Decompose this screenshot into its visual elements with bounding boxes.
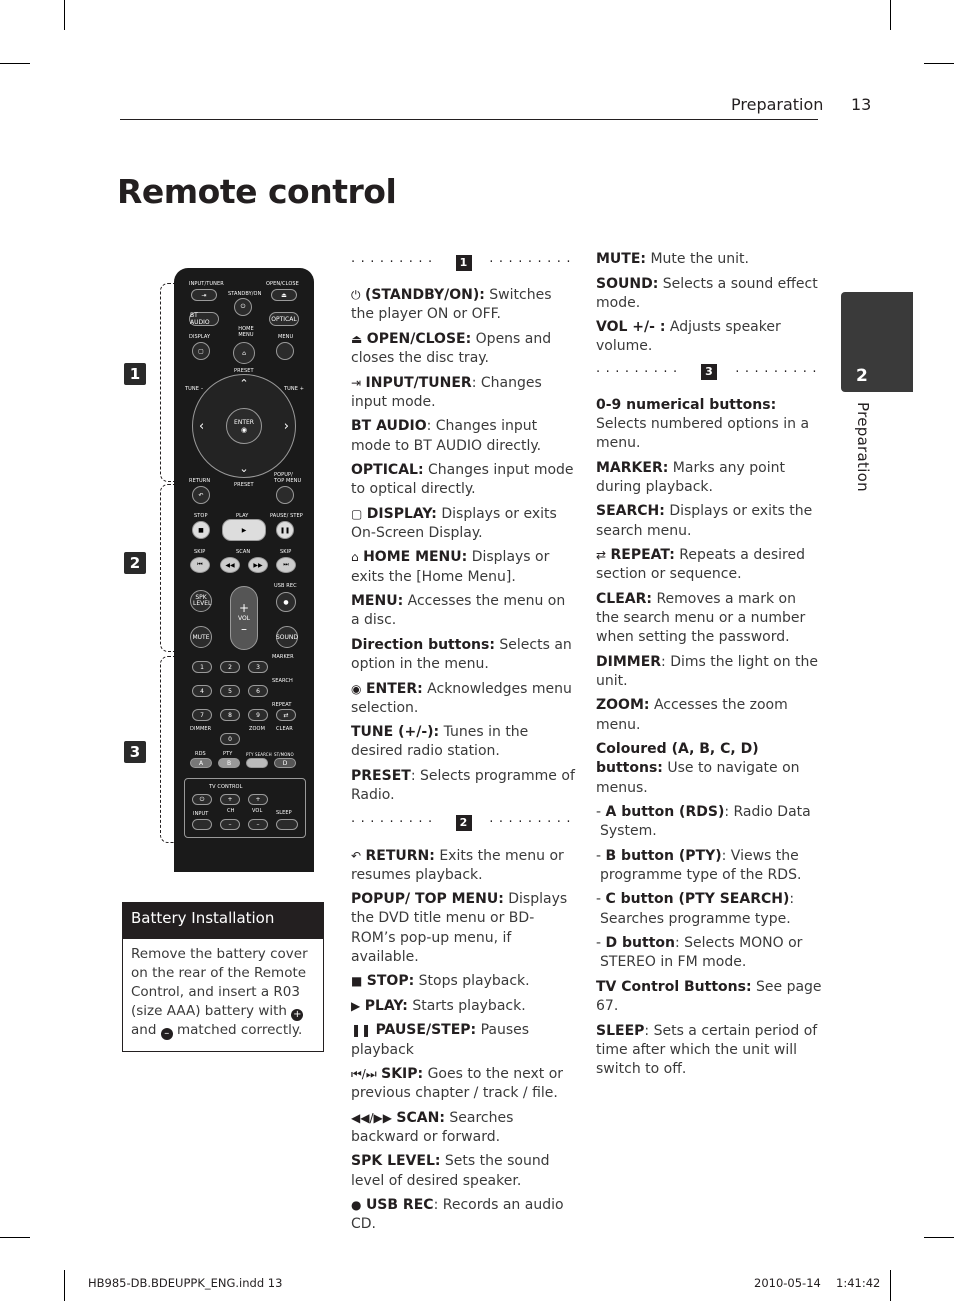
item-marker: MARKER: Marks any point during playback. [596, 459, 785, 495]
item-numerical: 0-9 numerical buttons: Selects numbered options in a menu. [596, 396, 810, 452]
section-1-bracket [160, 283, 175, 482]
callout-2: 2 [124, 552, 146, 574]
key-8: 8 [220, 709, 240, 721]
section-2-bracket [160, 484, 175, 652]
power-icon: ⏻ [234, 298, 252, 316]
item-preset: PRESET: Selects programme of Radio. [351, 767, 575, 804]
item-dimmer: DIMMER: Dims the light on the unit. [596, 653, 819, 689]
color-a-button: A [190, 758, 212, 768]
item-d-button: - D button: Selects MONO or STEREO in FM mode. [596, 935, 803, 971]
label-pty-search: PTY SEARCH [246, 752, 272, 757]
crop-mark [924, 1237, 954, 1238]
label-input: INPUT [193, 811, 209, 817]
display-icon: ▢ [192, 342, 210, 360]
sleep-button [276, 819, 298, 830]
label-ch: CH [227, 808, 235, 814]
section-3-bracket [160, 656, 175, 843]
item-sleep: SLEEP: Sets a certain period of time after which the unit will switch to off. [596, 1022, 818, 1077]
label-standby-on: STANDBY/ON [228, 291, 262, 297]
key-7: 7 [192, 709, 212, 721]
skip-back-icon: ⏮ [190, 557, 210, 573]
label-zoom: ZOOM [249, 726, 266, 732]
label-scan: SCAN [236, 549, 251, 555]
label-sleep: SLEEP [276, 810, 292, 816]
item-repeat: ⇄ REPEAT: Repeats a desired section or sequence. [596, 547, 805, 583]
key-1: 1 [192, 661, 212, 673]
running-header-section: Preparation [731, 95, 824, 114]
key-4: 4 [192, 685, 212, 697]
label-repeat: REPEAT [272, 702, 292, 708]
item-a-button: - A button (RDS): Radio Data System. [596, 804, 811, 840]
battery-box-text: Remove the battery cover on the rear of the Remote Control, and insert a R03 (size AAA) battery with + and – matched correctly. [131, 946, 308, 1039]
play-icon: ▶ [222, 519, 266, 541]
section-separator-1: ········· 1 ········· [351, 255, 576, 270]
footer-file: HB985-DB.BDEUPPK_ENG.indd 13 [88, 1276, 283, 1290]
label-display: DISPLAY [189, 334, 211, 340]
item-standby: ⏻ (STANDBY/ON): Switches the player ON or OFF. [351, 287, 552, 323]
label-preset-bottom: PRESET [234, 482, 254, 488]
label-input-tuner: INPUT/TUNER [189, 281, 224, 287]
label-marker: MARKER [272, 654, 294, 660]
item-optical: OPTICAL: Changes input mode to optical directly. [351, 462, 574, 498]
skip-forward-icon: ⏭ [276, 557, 296, 573]
label-tv-control: TV CONTROL [209, 784, 243, 790]
up-arrow-icon: ⌃ [239, 377, 249, 390]
ch-minus-icon: – [220, 819, 240, 830]
vol-plus-icon: + [248, 794, 268, 805]
vol-minus-icon: – [248, 819, 268, 830]
item-coloured: Coloured (A, B, C, D) buttons: Use to navigate on menus. [596, 741, 800, 796]
callout-3: 3 [124, 741, 146, 763]
display-icon: ▢ [351, 506, 363, 521]
scan-icon: ◀◀/▶▶ [351, 1110, 392, 1125]
item-pause: ❚❚ PAUSE/STEP: Pauses playback [351, 1022, 530, 1058]
crop-mark [0, 63, 30, 64]
item-menu: MENU: Accesses the menu on a disc. [351, 593, 566, 629]
item-vol: VOL +/- : Adjusts speaker volume. [596, 319, 781, 355]
page-title: Remote control [117, 172, 397, 211]
eject-icon: ⏏ [351, 331, 363, 346]
label-usb-rec: USB REC [274, 583, 297, 589]
remote-control-illustration [174, 268, 314, 872]
label-return: RETURN [189, 478, 211, 484]
chapter-tab [841, 292, 913, 392]
enter-icon: ◉ [351, 681, 362, 696]
pause-icon: ❚❚ [351, 1023, 372, 1038]
crop-mark [64, 1270, 65, 1301]
page-number: 13 [851, 95, 872, 114]
down-arrow-icon: ⌄ [239, 462, 249, 475]
item-mute: MUTE: Mute the unit. [596, 251, 749, 267]
item-c-button: - C button (PTY SEARCH): Searches programme type. [596, 891, 795, 927]
item-sound: SOUND: Selects a sound effect mode. [596, 275, 818, 311]
bt-audio-button: BT AUDIO [189, 312, 219, 326]
power-icon: ⏻ [351, 288, 361, 303]
tv-input-button [192, 819, 212, 830]
play-icon: ▶ [351, 998, 361, 1013]
key-0: 0 [220, 733, 240, 745]
skip-icon: ⏮/⏭ [351, 1067, 377, 1082]
eject-icon: ⏏ [271, 289, 297, 301]
header-rule [120, 119, 818, 120]
home-icon: ⌂ [233, 342, 255, 364]
label-search: SEARCH [272, 678, 293, 684]
item-bt-audio: BT AUDIO: Changes input mode to BT AUDIO directly. [351, 418, 542, 454]
item-play: ▶ PLAY: Starts playback. [351, 997, 576, 1016]
key-6: 6 [248, 685, 268, 697]
sound-button: SOUND [276, 626, 298, 648]
label-skip-left: SKIP [194, 549, 206, 555]
item-usb-rec: ● USB REC: Records an audio CD. [351, 1197, 564, 1233]
key-3: 3 [248, 661, 268, 673]
menu-button [276, 342, 294, 360]
mute-button: MUTE [190, 626, 212, 648]
input-tuner-button: ⇥ [191, 289, 217, 301]
color-d-button: D [274, 758, 296, 768]
item-tune: TUNE (+/-): Tunes in the desired radio station. [351, 724, 529, 760]
label-menu: MENU [278, 334, 294, 340]
label-play: PLAY [236, 513, 249, 519]
pause-icon: ❚❚ [276, 521, 294, 539]
fast-forward-icon: ▶▶ [248, 557, 268, 573]
footer-time: 1:41:42 [836, 1276, 881, 1290]
item-scan: ◀◀/▶▶ SCAN: Searches backward or forward. [351, 1109, 514, 1145]
home-icon: ⌂ [351, 550, 359, 565]
item-zoom: ZOOM: Accesses the zoom menu. [596, 697, 788, 733]
item-return: ↶ RETURN: Exits the menu or resumes playback. [351, 847, 564, 883]
input-icon: ⇥ [351, 375, 362, 390]
callout-1: 1 [124, 363, 146, 385]
crop-mark [890, 0, 891, 30]
item-direction: Direction buttons: Selects an option in the menu. [351, 636, 572, 673]
footer-date: 2010-05-14 [754, 1276, 821, 1290]
left-arrow-icon: ‹ [199, 418, 205, 434]
item-clear: CLEAR: Removes a mark on the search menu or a number when setting the password. [596, 590, 806, 646]
label-open-close: OPEN/CLOSE [266, 281, 299, 287]
item-b-button: - B button (PTY): Views the programme type of the RDS. [596, 847, 802, 883]
crop-mark [890, 1270, 891, 1301]
label-tv-vol: VOL [252, 808, 263, 814]
tv-power-icon: ⏻ [192, 794, 212, 805]
key-2: 2 [220, 661, 240, 673]
label-clear: CLEAR [276, 726, 293, 732]
label-popup: POPUP/ TOP MENU [274, 472, 302, 484]
return-icon: ↶ [351, 848, 362, 863]
label-tune-minus: TUNE – [185, 386, 204, 392]
item-input-tuner: ⇥ INPUT/TUNER: Changes input mode. [351, 374, 542, 410]
label-dimmer: DIMMER [190, 726, 212, 732]
label-stop: STOP [194, 513, 208, 519]
description-column-2 [596, 250, 822, 1084]
optical-button: OPTICAL [269, 312, 299, 326]
item-stop: ■ STOP: Stops playback. [351, 972, 576, 991]
enter-button: ENTER ◉ [226, 408, 262, 444]
crop-mark [0, 1237, 30, 1238]
return-icon: ↶ [192, 486, 210, 504]
stop-icon: ■ [351, 974, 363, 989]
ch-plus-icon: + [220, 794, 240, 805]
volume-rocker: + VOL – [230, 586, 258, 650]
section-separator-2: ········· 2 ········· [351, 815, 576, 831]
stop-icon: ■ [192, 521, 210, 539]
description-column-1 [351, 249, 576, 1240]
item-enter: ◉ ENTER: Acknowledges menu selection. [351, 680, 572, 716]
spk-level-button: SPK LEVEL [190, 590, 212, 612]
plus-icon: + [293, 1009, 302, 1020]
item-open-close: ⏏ OPEN/CLOSE: Opens and closes the disc tray. [351, 330, 552, 367]
crop-mark [924, 63, 954, 64]
label-preset-top: PRESET [234, 368, 254, 374]
label-st-mono: ST/MONO [274, 752, 294, 757]
label-home-menu: HOME MENU [238, 326, 254, 338]
chapter-tab-number: 2 [856, 366, 868, 386]
popup-button [276, 486, 294, 504]
label-rds: RDS [195, 751, 206, 757]
item-popup: POPUP/ TOP MENU: Displays the DVD title menu or BD-ROM’s pop-up menu, if available. [351, 891, 568, 965]
color-c-button: C [246, 758, 268, 768]
usb-rec-icon: ● [276, 592, 296, 612]
item-skip: ⏮/⏭ SKIP: Goes to the next or previous chapter / track / file. [351, 1066, 564, 1102]
minus-icon: – [161, 1028, 173, 1040]
key-5: 5 [220, 685, 240, 697]
right-arrow-icon: › [283, 418, 289, 434]
battery-installation-box [122, 902, 324, 1052]
rewind-icon: ◀◀ [220, 557, 240, 573]
label-pty: PTY [223, 751, 233, 757]
repeat-icon: ⇄ [276, 709, 296, 721]
record-icon: ● [351, 1198, 362, 1213]
battery-box-title: Battery Installation [123, 903, 323, 939]
section-separator-3: ········· 3 ········· [596, 364, 822, 380]
repeat-icon: ⇄ [596, 548, 607, 563]
item-tv-control: TV Control Buttons: See page 67. [596, 978, 822, 1015]
label-tune-plus: TUNE + [284, 386, 304, 392]
item-home-menu: ⌂ HOME MENU: Displays or exits the [Home Menu]. [351, 549, 550, 585]
label-pause-step: PAUSE/ STEP [270, 513, 303, 519]
item-search: SEARCH: Displays or exits the search menu. [596, 503, 813, 539]
color-b-button: B [218, 758, 240, 768]
chapter-tab-label: Preparation [854, 402, 872, 492]
item-display: ▢ DISPLAY: Displays or exits On-Screen Display. [351, 505, 557, 541]
key-9: 9 [248, 709, 268, 721]
item-spk-level: SPK LEVEL: Sets the sound level of desired speaker. [351, 1153, 550, 1189]
enter-icon: ◉ [240, 425, 248, 434]
label-skip-right: SKIP [280, 549, 292, 555]
crop-mark [64, 0, 65, 30]
